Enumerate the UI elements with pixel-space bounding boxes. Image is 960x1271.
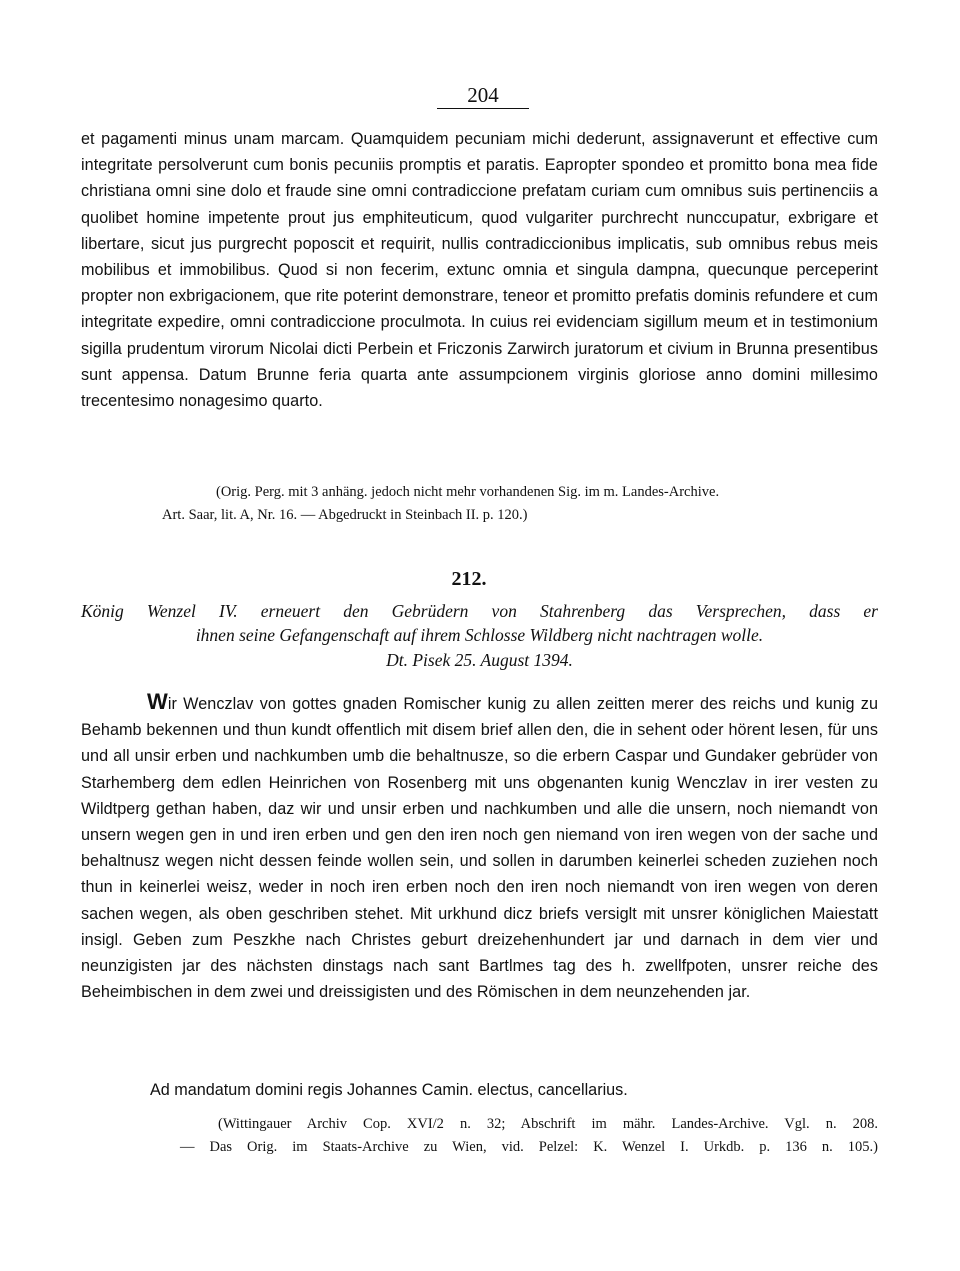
source-note-line-2: — Das Orig. im Staats-Archive zu Wien, vid. Pelzel: K. Wenzel I. Urkdb. p. 136 n. 105.) [180,1139,878,1155]
charter-initial: W [147,689,168,714]
previous-document-source-note-line-1: (Orig. Perg. mit 3 anhäng. jedoch nicht mehr vorhandenen Sig. im m. Landes-Archive. [216,484,720,500]
page-number: 204 [467,83,499,107]
previous-document-text: et pagamenti minus unam marcam. Quamquidem pecuniam michi dederunt, assignaverunt et effective cum integritate persolverunt cum bonis pecuniis promptis et paratis. Eapropter spondeo et promitto bona mea fide christiana omni sine dolo et fraude sine omni contradiccione prefatam curiam cum omnibus suis pertinenciis a quolibet homine impetente prout jus emphiteuticum, quod vulgariter purchrecht nunccupatur, exbrigare et libertare, sicut jus purgrecht poposcit et requirit, nullis contradiccionibus implicatis, sub omnibus rebus meis mobilibus et immobilibus. Quod si non fecerim, extunc omnia et singula dampna, quecunque perceperint propter non exbrigacionem, que rite poterint demonstrare, teneor et promitto prefatis dominis refundere et cum integritate expedire, omni contradiccione proculmota. In cuius rei evidenciam sigillum meum et in testimonium sigilla prudentum virorum Nicolai dicti Perbein et Friczonis Zarwirch juratorum et civium in Brunna presentibus sunt appensa. Datum Brunne feria quarta ante assumpcionem virginis gloriose anno domini millesimo trecentesimo nonagesimo quarto. [81,130,878,411]
document-dating: Dt. Pisek 25. August 1394. [386,650,573,670]
page-number-rule [437,108,529,109]
document-number: 212. [451,568,487,590]
regest-line-2: ihnen seine Gefangenschaft auf ihrem Schlosse Wildberg nicht nachtragen wolle. [195,625,764,645]
source-note-line-1: (Wittingauer Archiv Cop. XVI/2 n. 32; Abschrift im mähr. Landes-Archive. Vgl. n. 208. [218,1116,878,1132]
regest-line-1: König Wenzel IV. erneuert den Gebrüdern von Stahrenberg das Versprechen, dass er [81,601,878,621]
previous-document-source-note-line-2: Art. Saar, lit. A, Nr. 16. — Abgedruckt in Steinbach II. p. 120.) [162,507,528,523]
charter-text [81,689,878,1005]
charter-body: ir Wenczlav von gottes gnaden Romischer kunig zu allen zeitten merer des reichs und kunig zu Behamb bekennen und thun kundt offentlich mit disem brief allen den, die in sehent oder hörent lesen, für uns und all unsir erben und nachkumben umb die behaltnusze, so die erbern Caspar und Gundaker gebrüder von Starhemberg dem edlen Heinrichen von Rosenberg mit uns obgenanten kunig Wenczlav in irer vesten zu Wildtperg gethan haben, daz wir und unsir erben und nachkumben und alle die unsern, noch niemandt von unsern wegen gen in und iren erben und gen den iren noch gen niemand von iren wegen von der sache und behaltnusz wegen nicht dessen feinde wollen sein, und sollen in darumben keinerlei scheden zuziehen noch thun in keinerlei weisz, weder in noch iren erben noch den iren noch niemandt von iren wegen von deren sachen wegen, als oben geschriben stehet. Mit urkhund dicz briefs versiglt mit unsrer königlichen Maiestatt insigl. Geben zum Peszkhe nach Christes geburt dreizehenhundert jar und darnach in dem vier und neunzigisten jar des nächsten dinstags nach sant Bartlmes tag des h. zwellfpoten, unsrer reiche des Beheimbischen in dem zwei und dreissigisten und des Römischen in dem neunzehenden jar. [81,695,878,1002]
chancery-signature: Ad mandatum domini regis Johannes Camin. electus, cancellarius. [150,1081,628,1099]
